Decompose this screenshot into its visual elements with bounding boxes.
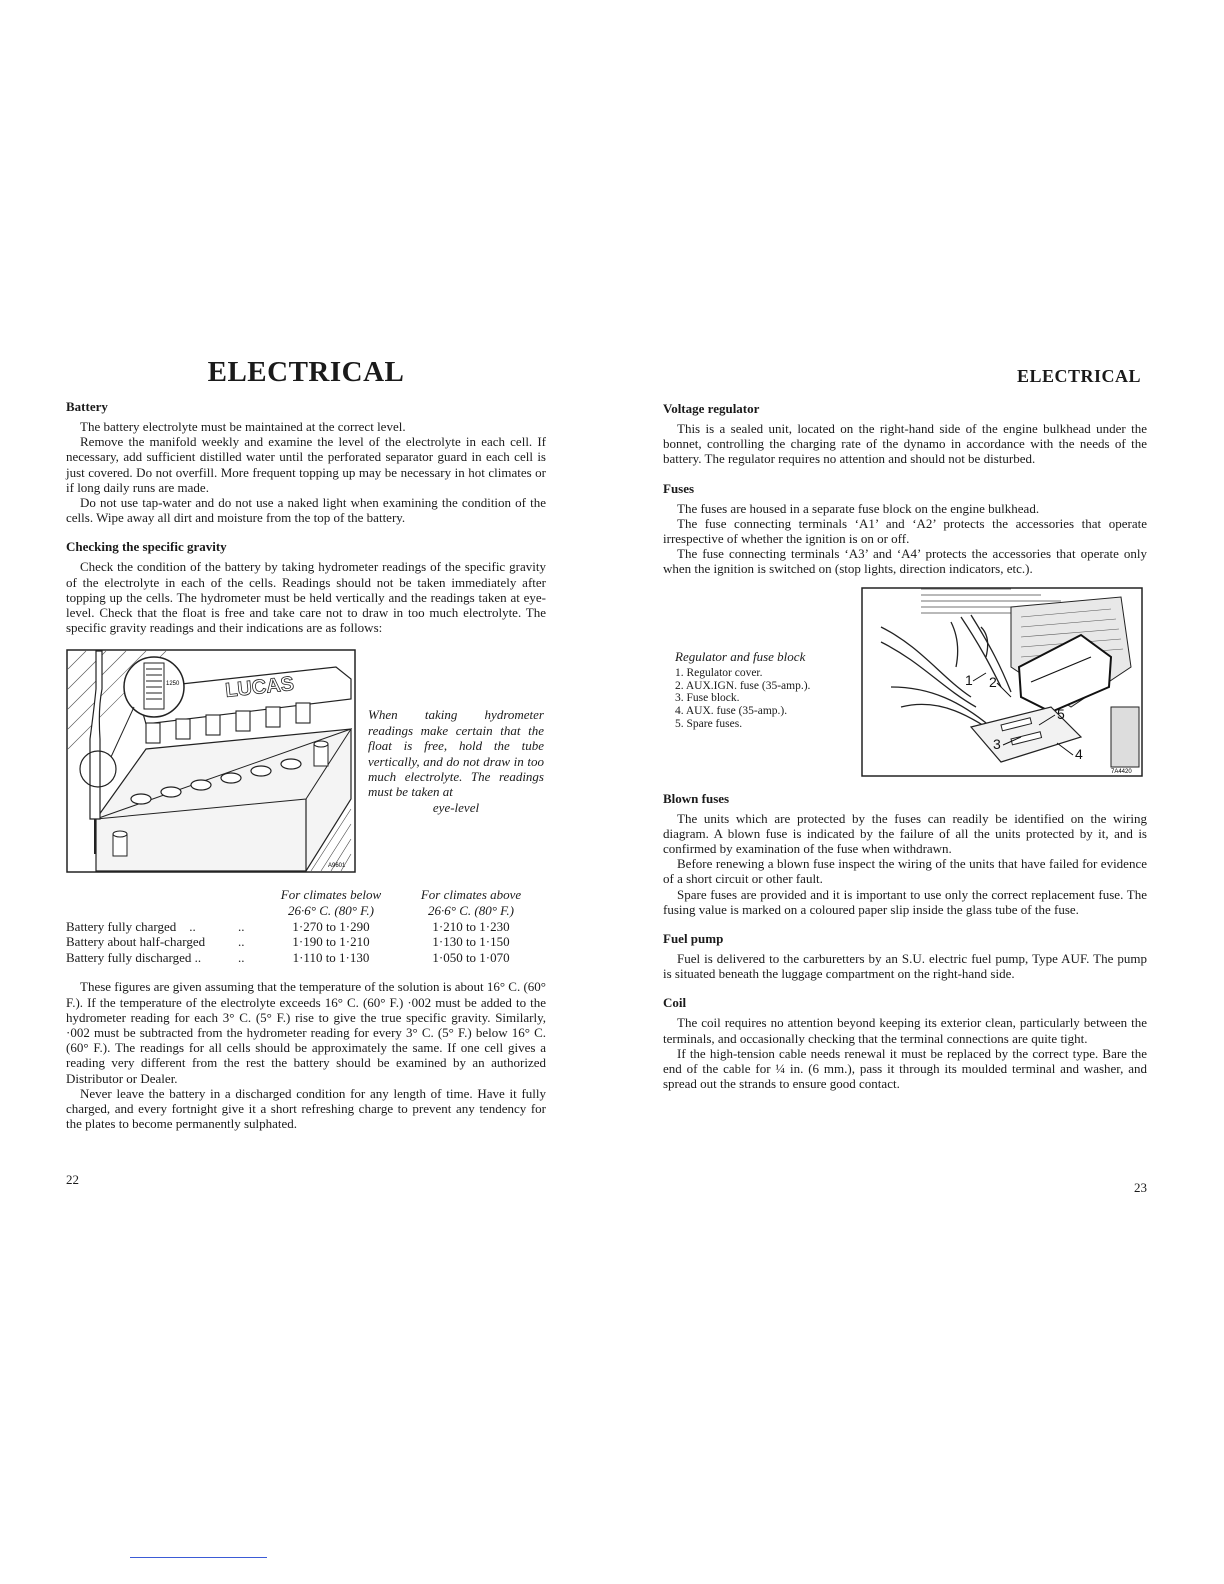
battery-paragraph: Remove the manifold weekly and examine the level of the electrolyte in each cell. If necessary, add sufficient distilled water until the perforated separator guard in each cell is just covered. Do not overfill. More frequent topping up may be necessary in hot climates or if long daily runs are made. bbox=[66, 434, 546, 495]
legend-item: 5. Spare fuses. bbox=[675, 717, 743, 730]
col-below-header-1: For climates below bbox=[280, 887, 382, 903]
hydrometer-caption bbox=[368, 707, 544, 815]
temperature-paragraph: These figures are given assuming that the temperature of the solution is about 16° C. (60° F.). If the temperature of the electrolyte exceeds 16° C. (60° F.) ·002 must be added to the hydrometer reading for each 3° C. (5° F.) rise to give the true specific gravity. Similarly, ·002 must be subtracted from the hydrometer reading for every 3° C. (5° F.) below 16° C. (60° F.). The readings for all cells should be approximately the same. If one cell gives a reading very different from the rest the battery should be examined by an authorized Distributor or Dealer. bbox=[66, 979, 547, 1086]
battery-heading: Battery bbox=[66, 399, 108, 414]
col-below-header-2: 26·6° C. (80° F.) bbox=[288, 903, 374, 919]
legend-item: 2. AUX.IGN. fuse (35-amp.). bbox=[675, 679, 811, 692]
running-head: ELECTRICAL bbox=[1016, 366, 1141, 386]
figure-ref: 7A4420 bbox=[1111, 768, 1132, 775]
row-above-value: 1·210 to 1·230 bbox=[432, 918, 510, 934]
voltage-regulator-heading: Voltage regulator bbox=[663, 401, 760, 416]
table-header-row bbox=[66, 887, 546, 903]
row-label: Battery fully charged bbox=[66, 918, 177, 934]
fuses-heading: Fuses bbox=[663, 480, 695, 496]
fuel-pump-paragraph: Fuel is delivered to the carburetters by an S.U. electric fuel pump, Type AUF. The pump is situated beneath the luggage compartment on the right-hand side. bbox=[663, 951, 1147, 982]
col-above-header-1: For climates above bbox=[420, 887, 522, 903]
table-header-row bbox=[66, 903, 546, 919]
row-above-value: 1·130 to 1·150 bbox=[432, 934, 510, 950]
row-below-value: 1·110 to 1·130 bbox=[292, 949, 370, 965]
table-row bbox=[66, 950, 546, 966]
caption-last-line: eye-level bbox=[432, 799, 480, 815]
table-row bbox=[66, 934, 546, 950]
left-page bbox=[66, 356, 546, 1131]
fuses-paragraph: The fuse connecting terminals ‘A1’ and ‘A2’ protects the accessories that operate irrespective of whether the ignition is on or off. bbox=[663, 515, 1147, 547]
fuse-block-caption bbox=[675, 648, 859, 731]
callout-4: 4 bbox=[1075, 745, 1083, 762]
fuel-pump-heading: Fuel pump bbox=[663, 931, 724, 947]
page-number-left: 22 bbox=[66, 1172, 79, 1187]
figure-ref: A9601 bbox=[328, 863, 346, 870]
battery-paragraph: The battery electrolyte must be maintained at the correct level. bbox=[80, 419, 406, 434]
battery-brand: LUCAS bbox=[224, 673, 296, 703]
specific-gravity-paragraph: Check the condition of the battery by taking hydrometer readings of the specific gravity of the electrolyte in each of the cells. Readings should not be taken immediately after topping up the cells. The hydrometer must be held vertically and the readings taken at eye-level. Check that the float is free and take care not to draw in too much electrolyte. The specific gravity readings and their indications are as follows: bbox=[66, 559, 546, 636]
hydrometer-illustration bbox=[66, 649, 356, 873]
legend-item: 3. Fuse block. bbox=[675, 692, 740, 705]
divider bbox=[130, 1557, 267, 1558]
caption-text: When taking hydrometer readings make certain that the float is free, hold the tube vertically, and do not draw in too much electrolyte. The readings must be taken at bbox=[368, 707, 544, 800]
page-number-right: 23 bbox=[1134, 1180, 1147, 1195]
voltage-regulator-paragraph: This is a sealed unit, located on the right-hand side of the engine bulkhead under the bonnet, controlling the charging rate of the dynamo in accordance with the needs of the battery. The regulator requires no attention and should not be disturbed. bbox=[663, 421, 1147, 467]
fuse-block-caption-title: Regulator and fuse block bbox=[675, 648, 806, 664]
row-dots: .. bbox=[194, 949, 202, 965]
hydrometer-figure bbox=[66, 649, 546, 873]
callout-2: 2 bbox=[989, 673, 997, 690]
blown-fuses-paragraph: Spare fuses are provided and it is important to use only the correct replacement fuse. The fusing value is marked on a coloured paper slip inside the glass tube of the fuse. bbox=[663, 886, 1147, 917]
row-dots: .. bbox=[189, 918, 196, 934]
blown-fuses-paragraph: Before renewing a blown fuse inspect the wiring of the units that have failed for evidence of a short circuit or other fault. bbox=[663, 856, 1147, 887]
blown-fuses-paragraph: The units which are protected by the fuses can readily be identified on the wiring diagram. A blown fuse is indicated by the failure of all the units protected by it, and is confirmed by examination of the fuse when withdrawn. bbox=[663, 810, 1147, 857]
fuse-block-figure bbox=[663, 587, 1147, 777]
row-below-value: 1·270 to 1·290 bbox=[292, 918, 370, 934]
specific-gravity-table bbox=[66, 887, 546, 965]
storage-paragraph: Never leave the battery in a discharged condition for any length of time. Have it fully charged, and every fortnight give it a short refreshing charge to prevent any tendency for the plates to become permanently sulphated. bbox=[66, 1085, 546, 1132]
page-title: ELECTRICAL bbox=[207, 356, 405, 388]
fuses-paragraph: The fuses are housed in a separate fuse block on the engine bulkhead. bbox=[677, 500, 1040, 516]
row-label: Battery fully discharged bbox=[66, 949, 192, 965]
tube-tag: 1250 bbox=[166, 681, 180, 688]
table-row bbox=[66, 919, 546, 935]
row-dots: .. bbox=[238, 934, 245, 950]
battery-paragraph: Do not use tap-water and do not use a naked light when examining the condition of the cells. Wipe away all dirt and moisture from the top of the battery. bbox=[66, 495, 546, 526]
legend-item: 4. AUX. fuse (35-amp.). bbox=[675, 705, 788, 717]
coil-paragraph: The coil requires no attention beyond keeping its exterior clean, particularly between the terminals, and occasionally checking that the terminal connections are quite tight. bbox=[663, 1015, 1147, 1046]
coil-paragraph: If the high-tension cable needs renewal it must be replaced by the correct type. Bare the end of the cable for ¼ in. (6 mm.), pass it through its moulded terminal and washer, and spread out the strands to ensure good contact. bbox=[663, 1045, 1147, 1092]
callout-1: 1 bbox=[965, 671, 973, 688]
right-page bbox=[663, 366, 1147, 1091]
col-above-header-2: 26·6° C. (80° F.) bbox=[428, 903, 514, 919]
fuses-paragraph: The fuse connecting terminals ‘A3’ and ‘A4’ protects the accessories that operate only when the ignition is switched on (stop lights, direction indicators, etc.). bbox=[663, 546, 1147, 577]
coil-heading: Coil bbox=[663, 995, 687, 1011]
callout-5: 5 bbox=[1057, 705, 1065, 722]
legend-item: 1. Regulator cover. bbox=[675, 667, 763, 680]
row-label: Battery about half-charged bbox=[66, 934, 206, 950]
callout-3: 3 bbox=[993, 735, 1001, 752]
row-below-value: 1·190 to 1·210 bbox=[292, 934, 370, 950]
fuse-block-illustration bbox=[861, 587, 1143, 777]
row-dots: .. bbox=[238, 918, 245, 934]
row-dots: .. bbox=[238, 949, 245, 965]
specific-gravity-heading: Checking the specific gravity bbox=[66, 539, 227, 555]
blown-fuses-heading: Blown fuses bbox=[663, 790, 730, 806]
row-above-value: 1·050 to 1·070 bbox=[432, 949, 510, 965]
